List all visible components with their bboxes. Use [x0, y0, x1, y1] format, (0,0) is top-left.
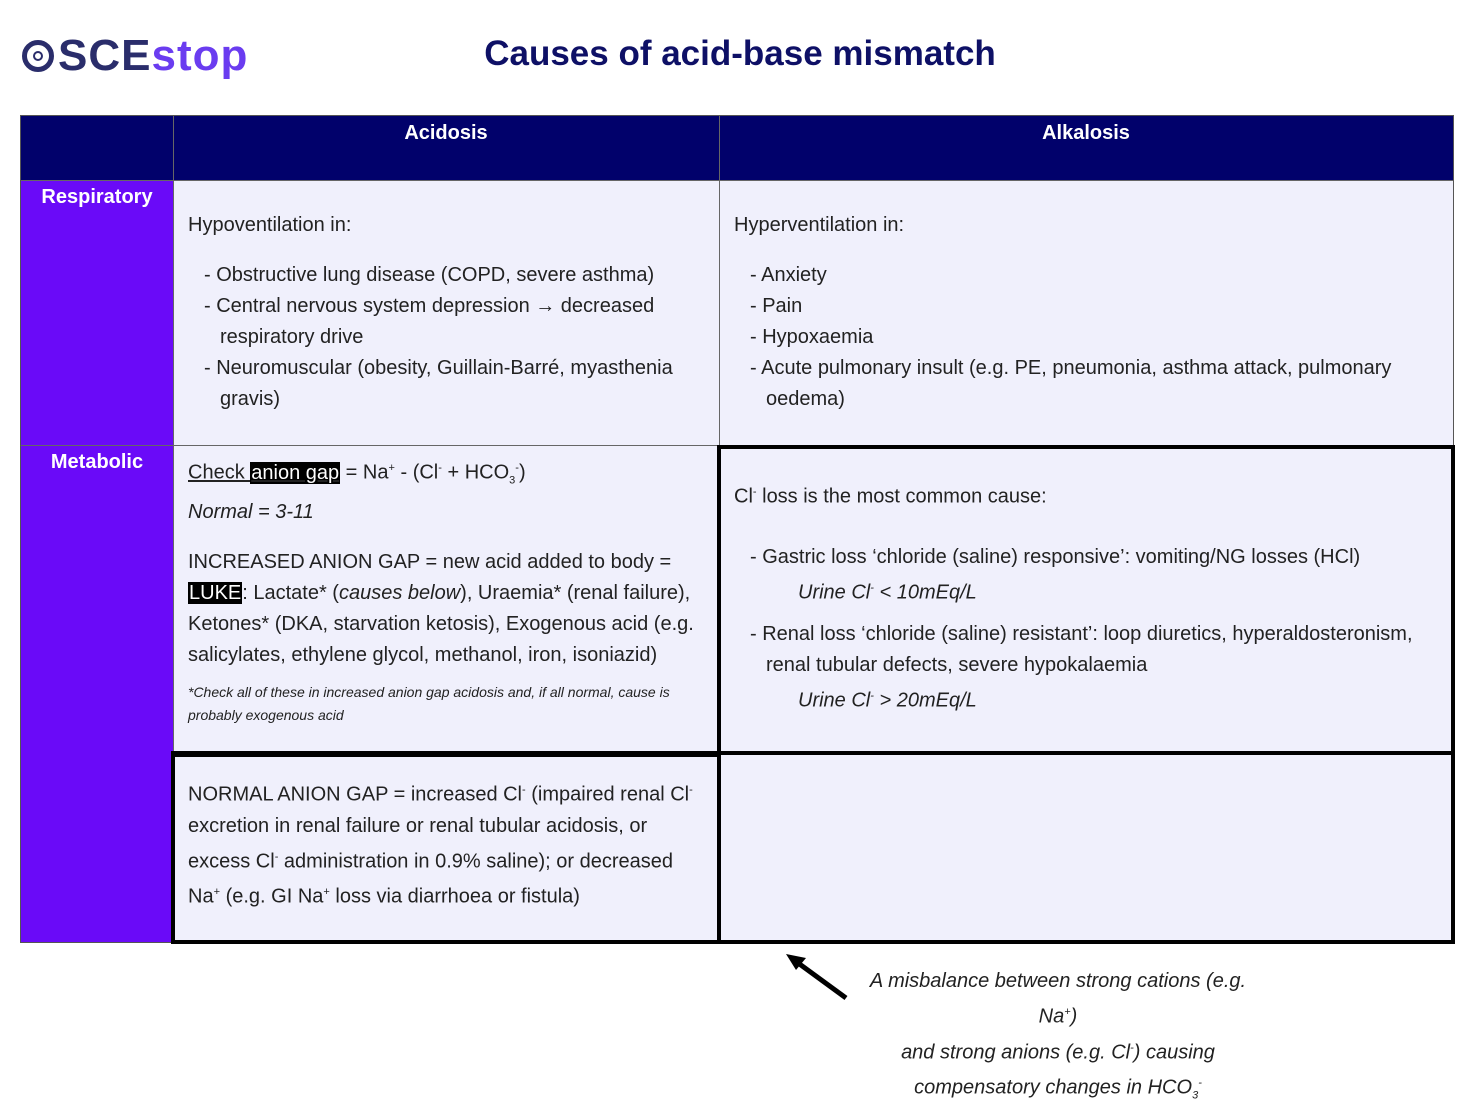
logo-text-sce: SCE [58, 31, 152, 80]
annotation-line-1: A misbalance between strong cations (e.g. Na+) [869, 970, 1247, 1028]
header-alkalosis: Alkalosis [719, 116, 1453, 180]
resp-alkalosis-intro: Hyperventilation in: [734, 214, 905, 236]
header-corner-cell [21, 116, 173, 180]
list-item: - Renal loss ‘chloride (saline) resistant’: loop diuretics, hyperaldosteronism, renal tubular defects, severe hypokalaemia [750, 623, 1413, 677]
acid-base-table [20, 115, 1454, 943]
list-item: - Neuromuscular (obesity, Guillain-Barré, myasthenia gravis) [204, 357, 673, 410]
increased-gap-box [171, 445, 721, 757]
urine-cl-high: Urine Cl- > 20mEq/L [798, 689, 977, 712]
annotation-line-2: and strong anions (e.g. Cl-) causing [901, 1041, 1215, 1064]
strong-ion-annotation [848, 966, 1268, 1112]
luke-highlight: LUKE [189, 581, 242, 604]
resp-acidosis-cell [173, 180, 719, 445]
normal-range: Normal = 3-11 [188, 500, 314, 523]
urine-cl-low: Urine Cl- < 10mEq/L [798, 581, 977, 604]
normal-anion-gap-text: NORMAL ANION GAP = increased Cl- (impaired renal Cl- excretion in renal failure or renal tubular acidosis, or excess Cl- administration in 0.9% saline); or decreased Na+ (e.g. GI Na+ loss via diarrhoea or fistula) [188, 783, 693, 908]
grid-line [21, 180, 1453, 181]
header-acidosis: Acidosis [173, 116, 719, 180]
logo-text-stop: stop [151, 31, 249, 80]
list-item: - Gastric loss ‘chloride (saline) responsive’: vomiting/NG losses (HCl) [750, 545, 1361, 568]
list-item: - Anxiety [750, 264, 827, 286]
footnote: *Check all of these in increased anion gap acidosis and, if all normal, cause is probably exogenous acid [188, 683, 670, 723]
resp-acidosis-intro: Hypoventilation in: [188, 214, 352, 236]
strong-ion-box-right [717, 445, 1455, 944]
rowhead-respiratory: Respiratory [21, 180, 173, 445]
increased-anion-gap-text: INCREASED ANION GAP = new acid added to body = LUKE: Lactate* (causes below), Uraemia* (renal failure), Ketones* (DKA, starvation ketosis), Exogenous acid (e.g. salicylates, ethylene glycol, methanol, iron, isoniazid) [188, 550, 694, 666]
list-item: - Pain [750, 295, 803, 317]
list-item: - Hypoxaemia [750, 326, 874, 348]
annotation-line-3: compensatory changes in $HCO_3^-$ [914, 1076, 1202, 1102]
rowhead-metabolic: Metabolic [21, 445, 173, 942]
anion-gap-highlight: anion gap [251, 461, 340, 484]
anion-gap-formula: Check anion gap = $Na^+ - (Cl^- + HCO_3^-)$ [188, 461, 526, 487]
list-item: - Obstructive lung disease (COPD, severe asthma) [204, 264, 655, 286]
list-item: - Acute pulmonary insult (e.g. PE, pneumonia, asthma attack, pulmonary oedema) [750, 357, 1392, 410]
page-title: Causes of acid-base mismatch [484, 34, 996, 73]
list-item: - Central nervous system depression → decreased respiratory drive [204, 295, 655, 348]
resp-alkalosis-cell [719, 180, 1453, 445]
met-alkalosis-intro: Cl- loss is the most common cause: [734, 485, 1047, 508]
